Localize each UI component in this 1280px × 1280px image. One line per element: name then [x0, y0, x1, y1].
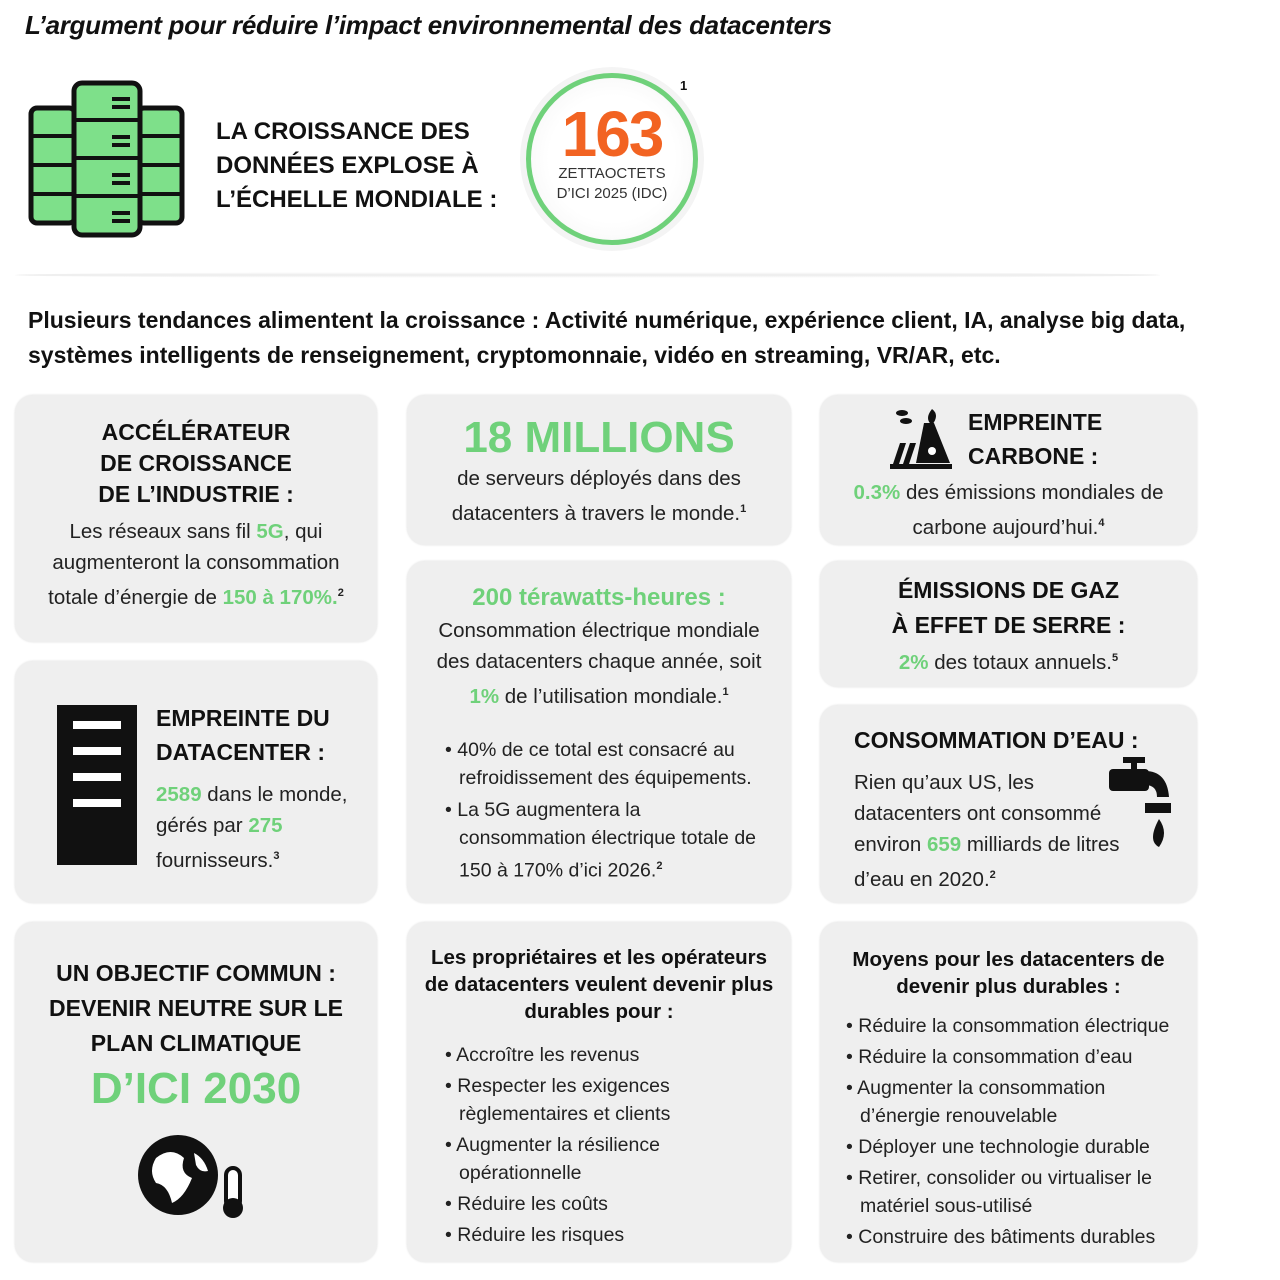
water-tap-icon: [1105, 757, 1175, 855]
owners-bullets: [445, 1041, 771, 1249]
list-item: • Retirer, consolider ou virtualiser le matériel sous-utilisé: [846, 1164, 1183, 1220]
headline-line: LA CROISSANCE DES: [216, 118, 470, 145]
list-item: • Réduire les coûts: [445, 1190, 771, 1218]
globe-thermometer-icon: [136, 1133, 256, 1223]
footnote-ref: 1: [680, 78, 688, 93]
list-item: • Réduire la consommation d’eau: [846, 1043, 1183, 1071]
page-title: L’argument pour réduire l’impact environnemental des datacenters: [25, 10, 832, 40]
list-item: • 40% de ce total est consacré au refroidissement des équipements.: [445, 736, 761, 792]
card-heading: Les propriétaires et les opérateurs de datacenters veulent devenir plus durables pour :: [424, 946, 774, 1023]
stat-circle: [526, 73, 698, 245]
goal-year: D’ICI 2030: [90, 1064, 302, 1113]
list-item: • Respecter les exigences règlementaires et clients: [445, 1072, 771, 1128]
card-heading: 200 térawatts-heures :: [472, 584, 726, 611]
card-text: de serveurs déployés dans des datacenters à travers le monde.$^1$: [451, 467, 747, 525]
hero-headline: [216, 115, 497, 217]
card-text: 0.3% des émissions mondiales de carbone aujourd’hui.$^4$: [853, 481, 1164, 539]
card-ghg: [820, 561, 1197, 687]
card-owners: [407, 922, 791, 1262]
means-bullets: [846, 1012, 1183, 1251]
card-text: 2589 dans le monde, gérés par 275 fournisseurs.$^3$: [156, 783, 348, 872]
card-heading: CONSOMMATION D’EAU :: [854, 727, 1139, 753]
servers-icon: [28, 80, 188, 238]
servers-count: 18 MILLIONS: [463, 413, 735, 462]
unit-date: D’ICI 2025 (IDC): [556, 185, 668, 202]
card-datacenter-footprint: [15, 661, 377, 903]
list-item: • Réduire la consommation électrique: [846, 1012, 1183, 1040]
card-power: [407, 561, 791, 903]
zettabytes-number: 163: [561, 98, 663, 170]
list-item: • Réduire les risques: [445, 1221, 771, 1249]
card-text: Les réseaux sans fil 5G, qui augmenteront la consommation totale d’énergie de 150 à 170%.$^2$: [48, 520, 344, 609]
card-heading: EMPREINTE DU DATACENTER :: [156, 705, 330, 765]
card-water: [820, 705, 1197, 903]
list-item: • La 5G augmentera la consommation électrique totale de 150 à 170% d’ici 2026.$^2$: [445, 796, 761, 885]
power-bullets: [445, 736, 761, 885]
card-servers: [407, 395, 791, 545]
server-rack-icon: [57, 705, 137, 865]
list-item: • Augmenter la consommation d’énergie renouvelable: [846, 1074, 1183, 1130]
factory-leaves-icon: [890, 407, 952, 469]
list-item: • Accroître les revenus: [445, 1041, 771, 1069]
headline-line: L’ÉCHELLE MONDIALE :: [216, 186, 498, 213]
card-text: Consommation électrique mondiale des datacenters chaque année, soit 1% de l’utilisation mondiale.$^1$: [436, 619, 762, 708]
card-means: [820, 922, 1197, 1262]
card-text: Rien qu’aux US, les datacenters ont consommé environ 659 milliards de litres d’eau en 2020.$^2$: [854, 771, 1120, 891]
card-heading: UN OBJECTIF COMMUN : DEVENIR NEUTRE SUR LE PLAN CLIMATIQUE: [49, 960, 343, 1056]
card-heading: EMPREINTE CARBONE :: [968, 409, 1103, 469]
card-heading: Moyens pour les datacenters de devenir plus durables :: [852, 948, 1165, 998]
card-accelerator: [15, 395, 377, 642]
card-heading: ACCÉLÉRATEUR DE CROISSANCE DE L’INDUSTRIE :: [98, 419, 294, 507]
card-text: 2% des totaux annuels.$^5$: [898, 650, 1119, 674]
card-goal: [15, 922, 377, 1262]
list-item: • Déployer une technologie durable: [846, 1133, 1183, 1161]
card-carbon: [820, 395, 1197, 545]
trends-text: Plusieurs tendances alimentent la croissance : Activité numérique, expérience client, IA, analyse big data, systèmes intelligents de renseignement, cryptomonnaie, vidéo en streaming, VR/AR, etc.: [28, 307, 1186, 368]
unit-label: ZETTAOCTETS: [558, 165, 666, 182]
list-item: • Augmenter la résilience opérationnelle: [445, 1131, 771, 1187]
card-heading: ÉMISSIONS DE GAZ À EFFET DE SERRE :: [891, 577, 1126, 638]
headline-line: DONNÉES EXPLOSE À: [216, 152, 479, 179]
list-item: • Construire des bâtiments durables: [846, 1223, 1183, 1251]
divider: [15, 272, 1160, 278]
